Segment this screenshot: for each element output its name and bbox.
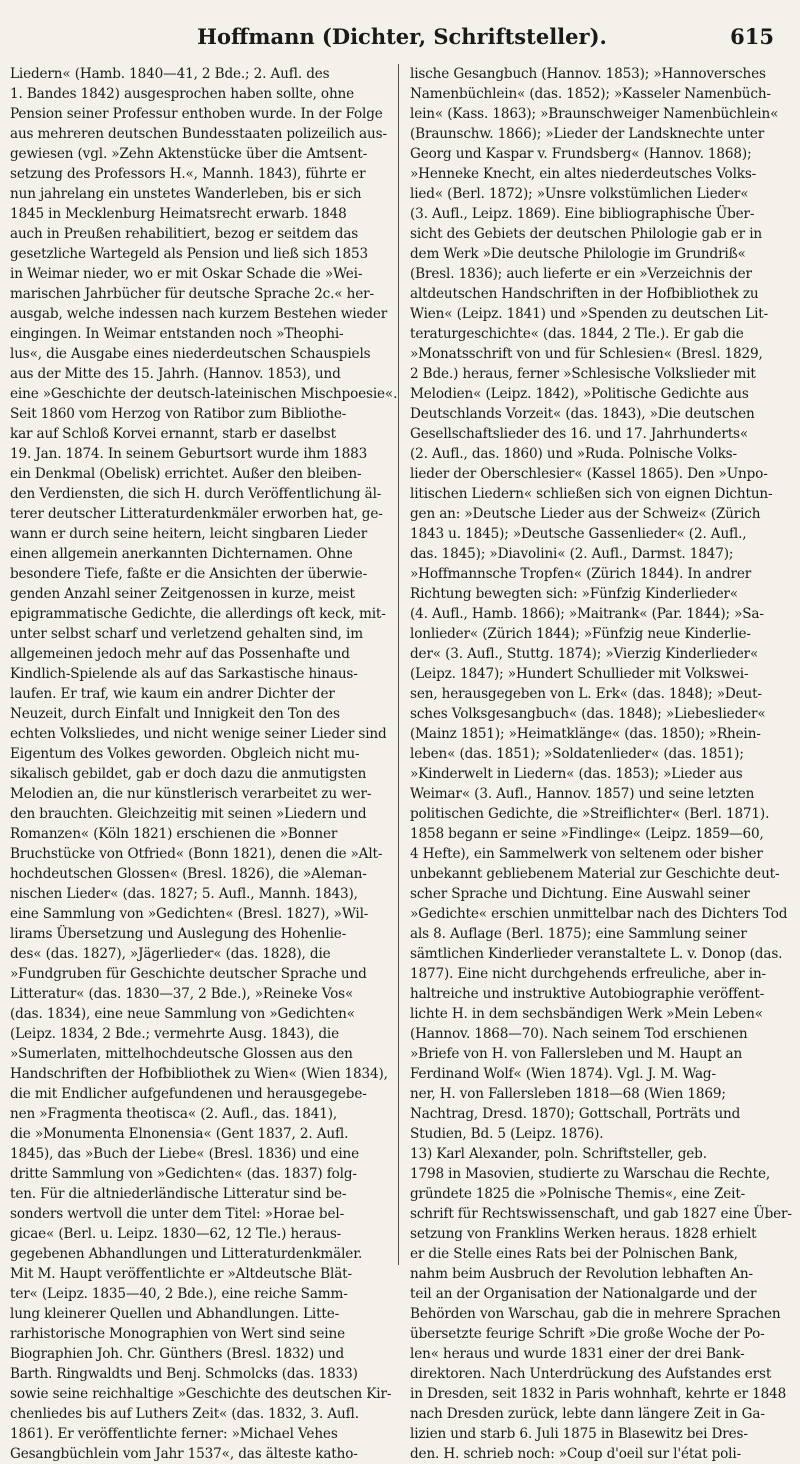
text-line: nahm beim Ausbruch der Revolution lebhaften An-	[410, 1266, 753, 1282]
text-line: »Fundgruben für Geschichte deutscher Sprache und	[10, 966, 367, 982]
text-line: 2 Bde.) heraus, ferner »Schlesische Volkslieder mit	[410, 366, 756, 382]
text-line: Melodien an, die nur künstlerisch verarbeitet zu wer-	[10, 786, 372, 802]
right-column	[410, 64, 792, 1462]
text-line: Weimar« (3. Aufl., Hannov. 1857) und seine letzten	[410, 786, 755, 802]
text-line: Wien« (Leipz. 1841) und »Spenden zu deutschen Lit-	[410, 306, 769, 322]
text-line: Pension seiner Professur enthoben wurde. In der Folge	[10, 106, 383, 122]
text-line: »Sumerlaten, mittelhochdeutsche Glossen aus den	[10, 1046, 353, 1062]
text-line: echten Volksliedes, und nicht wenige seiner Lieder sind	[10, 726, 387, 742]
text-line: Ferdinand Wolf« (Wien 1874). Vgl. J. M. Wag-	[410, 1066, 716, 1082]
text-line: politischen Gedichte, die »Streiflichter« (Berl. 1871).	[410, 806, 770, 822]
text-line: rarhistorische Monographien von Wert sind seine	[10, 1326, 346, 1342]
text-line: sen, herausgegeben von L. Erk« (das. 1848); »Deut-	[410, 686, 762, 702]
text-line: lein« (Kass. 1863); »Braunschweiger Namenbüchlein«	[410, 106, 779, 122]
text-line: ner, H. von Fallersleben 1818—68 (Wien 1869;	[410, 1086, 726, 1102]
text-line: ter« (Leipz. 1835—40, 2 Bde.), eine reiche Samm-	[10, 1286, 348, 1302]
text-line: wann er durch seine heitern, leicht singbaren Lieder	[10, 526, 368, 542]
text-line: Eigentum des Volkes geworden. Obgleich nicht mu-	[10, 746, 360, 762]
text-line: schrift für Rechtswissenschaft, und gab 1827 eine Über-	[410, 1206, 792, 1222]
text-line: 1877). Eine nicht durchgehends erfreuliche, aber in-	[410, 966, 766, 982]
text-line: sches Volksgesangbuch« (das. 1848); »Liebeslieder«	[410, 706, 766, 722]
text-line: »Monatsschrift von und für Schlesien« (Bresl. 1829,	[410, 346, 763, 362]
text-line: das. 1845); »Diavolini« (2. Aufl., Darmst. 1847);	[410, 546, 734, 562]
text-line: gegebenen Abhandlungen und Litteraturdenkmäler.	[10, 1246, 363, 1262]
text-line: sonders wertvoll die unter dem Titel: »Horae bel-	[10, 1206, 345, 1222]
column-divider	[398, 64, 399, 1265]
text-line: Romanzen« (Köln 1821) erschienen die »Bonner	[10, 826, 338, 842]
text-line: unbekannt gebliebenem Material zur Geschichte deut-	[410, 866, 780, 882]
text-line: dem Werk »Die deutsche Philologie im Grundriß«	[410, 246, 746, 262]
text-line: des« (das. 1827), »Jägerlieder« (das. 1828), die	[10, 946, 331, 962]
text-line: teil an der Organisation der Nationalgarde und der	[410, 1286, 757, 1302]
text-line: den. H. schrieb noch: »Coup d'oeil sur l'état poli-	[410, 1446, 742, 1462]
text-line: Neuzeit, durch Einfalt und Innigkeit den Ton des	[10, 706, 340, 722]
text-line: Gesangbüchlein vom Jahr 1537«, das älteste katho-	[10, 1446, 358, 1462]
text-line: (3. Aufl., Leipz. 1869). Eine bibliographische Über-	[410, 206, 755, 222]
text-line: marischen Jahrbücher für deutsche Sprache 2c.« her-	[10, 286, 374, 302]
text-line: litischen Liedern« schließen sich von eignen Dichtun-	[410, 486, 773, 502]
text-line: setzung des Professors H.«, Mannh. 1843), führte er	[10, 166, 366, 182]
text-line: unter selbst scharf und verletzend gehalten sind, im	[10, 626, 363, 642]
text-line: laufen. Er traf, wie kaum ein andrer Dichter der	[10, 686, 335, 702]
text-line: eingingen. In Weimar entstanden noch »Theophi-	[10, 326, 344, 342]
text-line: (das. 1834), eine neue Sammlung von »Gedichten«	[10, 1006, 355, 1022]
text-line: (2. Aufl., das. 1860) und »Ruda. Polnische Volks-	[410, 446, 737, 462]
text-line: »Gedichte« erschien unmittelbar nach des Dichters Tod	[410, 906, 788, 922]
text-line: Georg und Kaspar v. Frundsberg« (Hannov. 1868);	[410, 146, 752, 162]
text-line: (Leipz. 1834, 2 Bde.; vermehrte Ausg. 1843), die	[10, 1026, 339, 1042]
text-line: sowie seine reichhaltige »Geschichte des deutschen Kir-	[10, 1386, 392, 1402]
text-line: nischen Lieder« (das. 1827; 5. Aufl., Mannh. 1843),	[10, 886, 358, 902]
text-line: »Hoffmannsche Tropfen« (Zürich 1844). In andrer	[410, 566, 752, 582]
text-line: auch in Preußen rehabilitiert, bezog er seitdem das	[10, 226, 359, 242]
text-line: genden Anzahl seiner Zeitgenossen in kurze, meist	[10, 586, 355, 602]
text-line: 4 Hefte), ein Sammelwerk von seltenem oder bisher	[410, 846, 763, 862]
text-line: (Mainz 1851); »Heimatklänge« (das. 1850); »Rhein-	[410, 726, 761, 742]
text-line: 1845 in Mecklenburg Heimatsrecht erwarb. 1848	[10, 206, 347, 222]
text-line: die mit Endlicher aufgefundenen und herausgegebe-	[10, 1086, 367, 1102]
text-line: Richtung bewegten sich: »Fünfzig Kinderlieder«	[410, 586, 738, 602]
page-number: 615	[730, 24, 774, 49]
text-line: ausgab, welche indessen nach kurzem Bestehen wieder	[10, 306, 388, 322]
text-line: gen an: »Deutsche Lieder aus der Schweiz« (Zürich	[410, 506, 761, 522]
text-line: direktoren. Nach Unterdrückung des Aufstandes erst	[410, 1366, 772, 1382]
text-line: sikalisch gebildet, gab er doch dazu die anmutigsten	[10, 766, 367, 782]
text-line: Liedern« (Hamb. 1840—41, 2 Bde.; 2. Aufl. des	[10, 66, 330, 82]
text-line: 1798 in Masovien, studierte zu Warschau die Rechte,	[410, 1166, 771, 1182]
text-line: Deutschlands Vorzeit« (das. 1843), »Die deutschen	[410, 406, 755, 422]
text-line: len« heraus und wurde 1831 einer der drei Bank-	[410, 1346, 745, 1362]
text-line: ten. Für die altniederländische Litteratur sind be-	[10, 1186, 347, 1202]
text-line: Nachtrag, Dresd. 1870); Gottschall, Porträts und	[410, 1106, 741, 1122]
text-line: haltreiche und instruktive Autobiographie veröffent-	[410, 986, 765, 1002]
text-line: die »Monumenta Elnonensia« (Gent 1837, 2. Aufl.	[10, 1126, 349, 1142]
text-line: »Henneke Knecht, ein altes niederdeutsches Volks-	[410, 166, 757, 182]
text-line: gewiesen (vgl. »Zehn Aktenstücke über die Amtsent-	[10, 146, 368, 162]
text-line: sämtlichen Kinderlieder veranstaltete L. v. Donop (das.	[410, 946, 783, 962]
text-line: nach Dresden zurück, lebte dann längere Zeit in Ga-	[410, 1406, 765, 1422]
text-line: Kindlich-Spielende als auf das Sarkastische hinaus-	[10, 666, 358, 682]
text-line: lung kleinerer Quellen und Abhandlungen. Litte-	[10, 1306, 340, 1322]
text-line: er die Stelle eines Rats bei der Polnischen Bank,	[410, 1246, 738, 1262]
text-line: nun jahrelang ein unstetes Wanderleben, bis er sich	[10, 186, 362, 202]
text-line: nen »Fragmenta theotisca« (2. Aufl., das. 1841),	[10, 1106, 338, 1122]
text-line: sicht des Gebiets der deutschen Philologie gab er in	[410, 226, 762, 242]
text-line: terer deutscher Litteraturdenkmäler erworben hat, ge-	[10, 506, 383, 522]
text-line: leben« (das. 1851); »Soldatenlieder« (das. 1851);	[410, 746, 744, 762]
text-line: 19. Jan. 1874. In seinem Geburtsort wurde ihm 1883	[10, 446, 368, 462]
text-line: in Dresden, seit 1832 in Paris wohnhaft, kehrte er 1848	[410, 1386, 787, 1402]
left-column	[10, 64, 398, 1462]
text-line: setzung von Franklins Werken heraus. 1828 erhielt	[410, 1226, 757, 1242]
text-line: chenliedes bis auf Luthers Zeit« (das. 1832, 3. Aufl.	[10, 1406, 359, 1422]
text-line: Handschriften der Hofbibliothek zu Wien« (Wien 1834),	[10, 1066, 388, 1082]
text-line: Studien, Bd. 5 (Leipz. 1876).	[410, 1126, 604, 1142]
text-line: Behörden von Warschau, gab die in mehrere Sprachen	[410, 1306, 781, 1322]
text-line: Melodien« (Leipz. 1842), »Politische Gedichte aus	[410, 386, 749, 402]
text-line: gesetzliche Wartegeld als Pension und ließ sich 1853	[10, 246, 368, 262]
text-line: 13) Karl Alexander, poln. Schriftsteller, geb.	[410, 1146, 707, 1162]
text-line: Litteratur« (das. 1830—37, 2 Bde.), »Reineke Vos«	[10, 986, 354, 1002]
text-line: übersetzte feurige Schrift »Die große Woche der Po-	[410, 1326, 765, 1342]
text-line: hochdeutschen Glossen« (Bresl. 1826), die »Aleman-	[10, 866, 367, 882]
text-line: gicae« (Berl. u. Leipz. 1830—62, 12 Tle.) heraus-	[10, 1226, 342, 1242]
text-line: »Briefe von H. von Fallersleben und M. Haupt an	[410, 1046, 743, 1062]
text-line: kar auf Schloß Korvei ernannt, starb er daselbst	[10, 426, 336, 442]
text-line: in Weimar nieder, wo er mit Oskar Schade die »Wei-	[10, 266, 363, 282]
text-line: 1861). Er veröffentlichte ferner: »Michael Vehes	[10, 1426, 338, 1442]
text-line: Mit M. Haupt veröffentlichte er »Altdeutsche Blät-	[10, 1266, 352, 1282]
text-line: eine »Geschichte der deutsch-lateinischen Mischpoesie«.	[10, 386, 398, 402]
text-line: (Hannov. 1868—70). Nach seinem Tod erschienen	[410, 1026, 748, 1042]
text-line: 1858 begann er seine »Findlinge« (Leipz. 1859—60,	[410, 826, 764, 842]
text-line: aus der Mitte des 15. Jahrh. (Hannov. 1853), und	[10, 366, 341, 382]
text-line: besondere Tiefe, faßte er die Ansichten der überwie-	[10, 566, 368, 582]
text-line: gründete 1825 die »Polnische Themis«, eine Zeit-	[410, 1186, 746, 1202]
text-line: Seit 1860 vom Herzog von Ratibor zum Bibliothe-	[10, 406, 347, 422]
text-line: Biographien Joh. Chr. Günthers (Bresl. 1832) und	[10, 1346, 345, 1362]
text-line: eine Sammlung von »Gedichten« (Bresl. 1827), »Wil-	[10, 906, 369, 922]
page-header	[30, 22, 774, 58]
text-line: teraturgeschichte« (das. 1844, 2 Tle.). Er gab die	[410, 326, 744, 342]
text-line: (Leipz. 1847); »Hundert Schullieder mit Volkswei-	[410, 666, 749, 682]
text-line: Gesellschaftslieder des 16. und 17. Jahrhunderts«	[410, 426, 749, 442]
text-line: lied« (Berl. 1872); »Unsre volkstümlichen Lieder«	[410, 186, 749, 202]
text-line: 1843 u. 1845); »Deutsche Gassenlieder« (2. Aufl.,	[410, 526, 747, 542]
text-line: scher Sprache und Dichtung. Eine Auswahl seiner	[410, 886, 750, 902]
text-line: (Bresl. 1836); auch lieferte er ein »Verzeichnis der	[410, 266, 752, 282]
text-line: altdeutschen Handschriften in der Hofbibliothek zu	[410, 286, 759, 302]
text-line: dritte Sammlung von »Gedichten« (das. 1837) folg-	[10, 1166, 357, 1182]
text-line: 1. Bandes 1842) ausgesprochen haben sollte, ohne	[10, 86, 355, 102]
text-line: den Verdiensten, die sich H. durch Veröffentlichung äl-	[10, 486, 382, 502]
text-line: lus«, die Ausgabe eines niederdeutschen Schauspiels	[10, 346, 371, 362]
text-line: (Braunschw. 1866); »Lieder der Landsknechte unter	[410, 126, 765, 142]
text-line: 1845), das »Buch der Liebe« (Bresl. 1836) und eine	[10, 1146, 360, 1162]
text-line: epigrammatische Gedichte, die allerdings oft keck, mit-	[10, 606, 386, 622]
text-line: der« (3. Aufl., Stuttg. 1874); »Vierzig Kinderlieder«	[410, 646, 759, 662]
text-line: Namenbüchlein« (das. 1852); »Kasseler Namenbüch-	[410, 86, 771, 102]
text-line: allgemeinen jedoch mehr auf das Possenhafte und	[10, 646, 350, 662]
text-line: (4. Aufl., Hamb. 1866); »Maitrank« (Par. 1844); »Sa-	[410, 606, 764, 622]
page-title: Hoffmann (Dichter, Schriftsteller).	[197, 24, 607, 49]
text-line: lichte H. in dem sechsbändigen Werk »Mein Leben«	[410, 1006, 763, 1022]
text-line: »Kinderwelt in Liedern« (das. 1853); »Lieder aus	[410, 766, 743, 782]
text-line: den brauchten. Gleichzeitig mit seinen »Liedern und	[10, 806, 367, 822]
text-line: Barth. Ringwaldts und Benj. Schmolcks (das. 1833)	[10, 1366, 358, 1382]
text-line: lische Gesangbuch (Hannov. 1853); »Hannoversches	[410, 66, 766, 82]
text-line: lizien und starb 6. Juli 1875 in Blasewitz bei Dres-	[410, 1426, 748, 1442]
text-line: als 8. Auflage (Berl. 1875); eine Sammlung seiner	[410, 926, 747, 942]
text-line: Bruchstücke von Otfried« (Bonn 1821), denen die »Alt-	[10, 846, 383, 862]
text-line: lirams Übersetzung und Auslegung des Hohenlie-	[10, 926, 347, 942]
text-line: einen allgemein anerkannten Dichternamen. Ohne	[10, 546, 353, 562]
text-line: lieder der Oberschlesier« (Kassel 1865). Den »Unpo-	[410, 466, 768, 482]
text-line: lonlieder« (Zürich 1844); »Fünfzig neue Kinderlie-	[410, 626, 751, 642]
text-line: ein Denkmal (Obelisk) errichtet. Außer den bleiben-	[10, 466, 362, 482]
text-line: aus mehreren deutschen Bundesstaaten polizeilich aus-	[10, 126, 387, 142]
